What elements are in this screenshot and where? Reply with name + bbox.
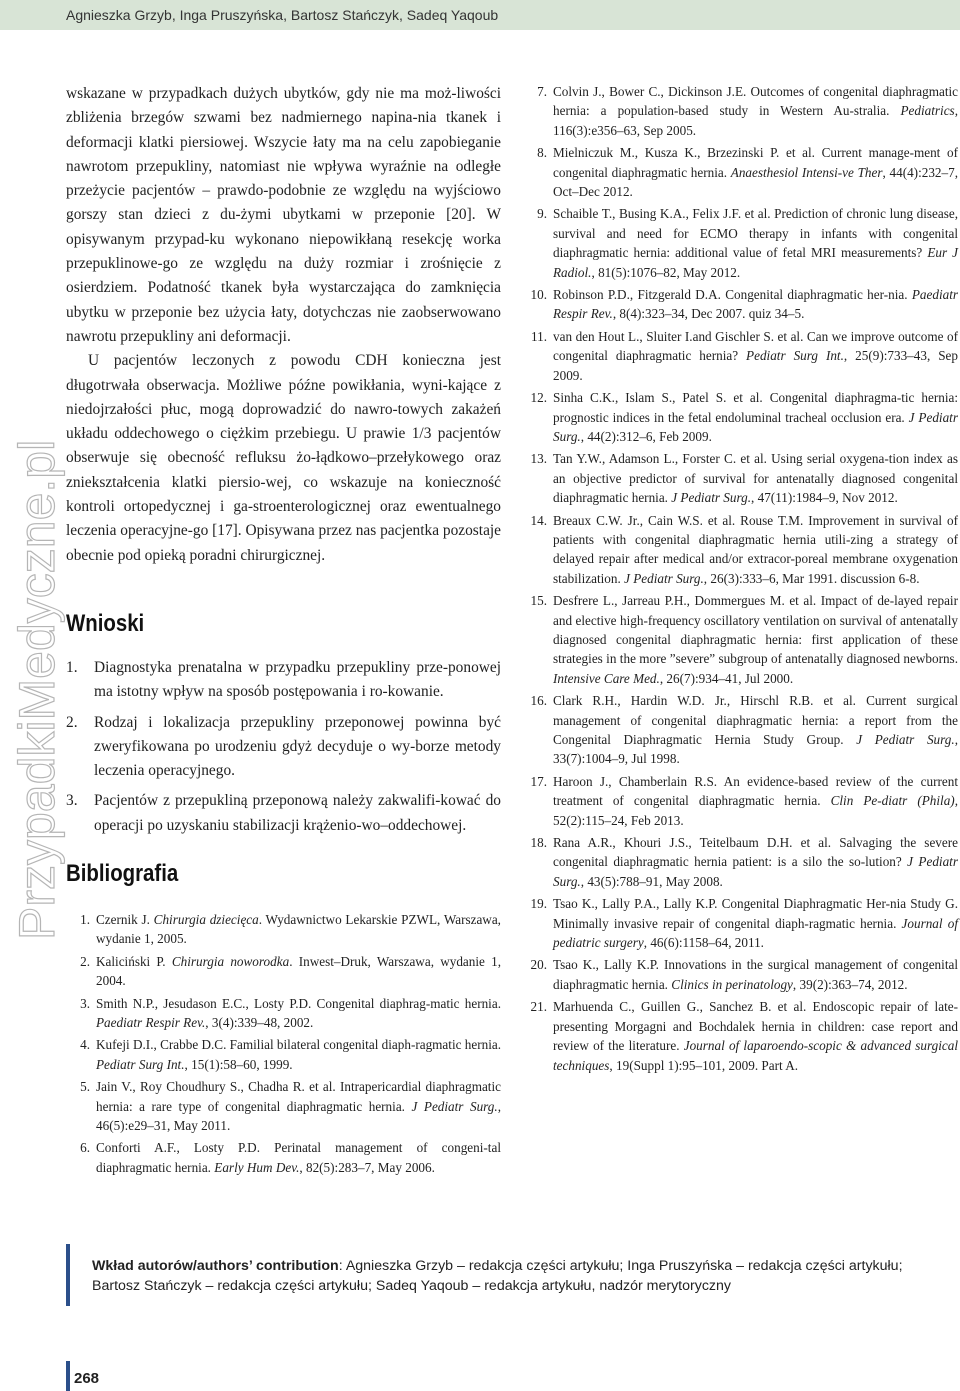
reference-list-left: [66, 910, 501, 1177]
contribution-text: Agnieszka Grzyb – redakcja części artykułu; Inga Pruszyńska – redakcja części artykułu; Bartosz Stańczyk – redakcja części artykułu; Sadeq Yaqoub – redakcja artykułu, nadzór merytoryczny: [92, 1258, 903, 1294]
author-contribution: Wkład autorów/authors’ contribution: Agnieszka Grzyb – redakcja części artykułu; Inga Pruszyńska – redakcja części artykułu; Bartosz Stańczyk – redakcja części artykułu; Sadeq Yaqoub – redakcja artykułu, nadzór merytoryczny: [92, 1258, 903, 1294]
reference-item: 16. Clark R.H., Hardin W.D. Jr., Hirschl R.B. et al. Current surgical management of congenital diaphragmatic hernia: a report from the Congenital Diaphragmatic Hernia Study Group. J Pediatr Surg., 33(7):1004–9, Jul 1998.: [530, 693, 958, 767]
reference-item: 15. Desfrere L., Jarreau P.H., Dommergues M. et al. Impact of de-layed repair and elective high-frequency oscillatory ventilation on survival of antenatally diagnosed congenital diaphragmatic hernia: first application of these strategies in the more ”severe” subgroup of antenatally diagnosed newborns. Intensive Care Med., 26(7):934–41, Jul 2000.: [530, 593, 958, 686]
reference-list-right: [523, 82, 958, 1075]
reference-item: 7. Colvin J., Bower C., Dickinson J.E. Outcomes of congenital diaphragmatic hernia: a population-based study in Western Au-stralia. Pediatrics, 116(3):e356–63, Sep 2005.: [537, 84, 958, 138]
header-authors: Agnieszka Grzyb, Inga Pruszyńska, Bartosz Stańczyk, Sadeq Yaqoub: [66, 7, 499, 23]
reference-item: 21. Marhuenda C., Guillen G., Sanchez B. et al. Endoscopic repair of late-presenting Morgagni and Bochdalek hernia in children: case report and review of the literature. Journal of laparoendo-scopic & advanced surgical techniques, 19(Suppl 1):95–101, 2009. Part A.: [530, 999, 958, 1073]
author-contribution-box: [66, 1244, 955, 1306]
conclusion-item: 3. Pacjentów z przepukliną przeponową należy zakwalifi-kować do operacji po uzyskaniu stabilizacji krążenio-wo–oddechowej.: [66, 792, 501, 834]
conclusion-item: 1. Diagnostyka prenatalna w przypadku przepukliny prze-ponowej ma istotny wpływ na sposób postępowania i ro-kowanie.: [66, 658, 501, 701]
conclusion-item: 2. Rodzaj i lokalizacja przepukliny przeponowej powinna być zweryfikowana po urodzeniu gdyż decyduje o wy-borze metody leczenia operacyjnego.: [66, 713, 501, 780]
running-header: [0, 0, 960, 30]
page-number: 268: [74, 1370, 100, 1387]
reference-item: 10. Robinson P.D., Fitzgerald D.A. Congenital diaphragmatic her-nia. Paediatr Respir Rev., 8(4):323–34, Dec 2007. quiz 34–5.: [530, 287, 958, 322]
right-column: [523, 82, 958, 1078]
contribution-label: Wkład autorów/authors’ contribution: [92, 1258, 339, 1274]
reference-item: 3. Smith N.P., Jesudason E.C., Losty P.D. Congenital diaphrag-matic hernia. Paediatr Respir Rev., 3(4):339–48, 2002.: [80, 995, 501, 1031]
body-paragraph-1: wskazane w przypadkach dużych ubytków, gdy nie ma moż-liwości zbliżenia brzegów szwami bez nadmiernego napina-nia tkanek i deformacji klatki piersiowej. Wszycie łaty ma na celu zapobieganie nawrotom przepukliny, natomiast nie wpływa wyraźnie na odległe przeżycie pacjentów – prawdo-podobnie ze względu na wyjściowo gorszy stan dzieci z du-żymi ubytkami w przeponie [20]. W opisywanym przypad-ku wykonano niepowikłaną resekcję worka przepuklinowe-go ze względu na duży rozmiar i zrośnięcie z osierdziem. Podatność tkanek była wystarczająca do zamknięcia ubytku w przeponie bez użycia łaty, dotychczas nie zaobserwowano nawrotu przepukliny ani deformacji.: [66, 85, 501, 345]
reference-item: 19. Tsao K., Lally P.A., Lally K.P. Congenital Diaphragmatic Her-nia Study G. Minimally invasive repair of congenital diaph-ragmatic hernia. Journal of pediatric surgery, 46(6):1158–64, 2011.: [530, 896, 958, 951]
body-paragraph-2: U pacjentów leczonych z powodu CDH konieczna jest długotrwała obserwacja. Możliwe późne powikłania, wyni-kające z niedojrzałości płuc, mogą doprowadzić do nawro-towych zakażeń układu oddechowego o ciężkim przebiegu. U prawie 1/3 pacjentów obserwuje się obecność refluksu żo-łądkowo–przełykowego oraz zniekształcenia klatki piersio-wej, co wskazuje na konieczność kontroli ortopedycznej i ga-stroenterologicznej oraz ewentualnego leczenia operacyjne-go [17]. Opisywana przez nas pacjentka pozostaje obecnie pod opieką poradni chirurgicznej.: [66, 352, 502, 564]
conclusions-list: [66, 656, 501, 838]
page-number-bar: [66, 1361, 70, 1391]
reference-item: 18. Rana A.R., Khouri J.S., Teitelbaum D.H. et al. Salvaging the severe congenital diaphragmatic hernia patient: is a silo the so-lution? J Pediatr Surg., 43(5):788–91, May 2008.: [530, 835, 958, 889]
reference-item: 5. Jain V., Roy Choudhury S., Chadha R. et al. Intrapericardial diaphragmatic hernia: a rare type of congenital diaphragmatic hernia. J Pediatr Surg., 46(5):e29–31, May 2011.: [80, 1079, 501, 1134]
bibliography-heading: Bibliografia: [66, 860, 179, 888]
left-column: [66, 82, 501, 1180]
reference-item: 20. Tsao K., Lally K.P. Innovations in the surgical management of congenital diaphragmatic hernia. Clinics in perinatology, 39(2):363–74, 2012.: [530, 957, 958, 992]
reference-item: 14. Breaux C.W. Jr., Cain W.S. et al. Rouse T.M. Improvement in survival of patients with congenital diaphragmatic hernia utili-zing a strategy of delayed repair after medical and/or extracor-poreal membrane oxygenation stabilization. J Pediatr Surg., 26(3):333–6, Mar 1991. discussion 6-8.: [530, 512, 958, 586]
reference-item: 11. van den Hout L., Sluiter I.and Gischler S. et al. Can we improve outcome of congenital diaphragmatic hernia? Pediatr Surg Int., 25(9):733–43, Sep 2009.: [531, 328, 958, 383]
watermark: PrzypadkiMedyczne.pl: [9, 439, 65, 940]
reference-item: 17. Haroon J., Chamberlain R.S. An evidence-based review of the current treatment of congenital diaphragmatic hernia. Clin Pe-diatr (Phila), 52(2):115–24, Feb 2013.: [530, 773, 958, 828]
reference-item: 8. Mielniczuk M., Kusza K., Brzezinski P. et al. Current manage-ment of congenital diaphragmatic hernia. Anaesthesiol Intensi-ve Ther, 44(4):232–7, Oct–Dec 2012.: [537, 145, 959, 200]
reference-item: 6. Conforti A.F., Losty P.D. Perinatal management of congeni-tal diaphragmatic hernia. Early Hum Dev., 82(5):283–7, May 2006.: [80, 1140, 501, 1175]
reference-item: 12. Sinha C.K., Islam S., Patel S. et al. Congenital diaphragma-tic hernia: prognostic indices in the fetal endoluminal tracheal occlusion era. J Pediatr Surg., 44(2):312–6, Feb 2009.: [530, 390, 958, 444]
reference-item: 1. Czernik J. Chirurgia dziecięca. Wydawnictwo Lekarskie PZWL, Warszawa, wydanie 1, 2005.: [80, 912, 501, 947]
reference-item: 9. Schaible T., Busing K.A., Felix J.F. et al. Prediction of chronic lung disease, survival and need for ECMO therapy in infants with congenital diaphragmatic hernia: additional value of fetal MRI measurements? Eur J Radiol., 81(5):1076–82, May 2012.: [537, 206, 958, 280]
reference-item: 4. Kufeji D.I., Crabbe D.C. Familial bilateral congenital diaph-ragmatic hernia. Pediatr Surg Int., 15(1):58–60, 1999.: [80, 1037, 502, 1072]
reference-item: 13. Tan Y.W., Adamson L., Forster C. et al. Using serial oxygena-tion index as an objective predictor of survival for antenatally diagnosed congenital diaphragmatic hernia. J Pediatr Surg., 47(11):1984–9, Nov 2012.: [530, 451, 958, 506]
conclusions-heading: Wnioski: [66, 609, 145, 637]
reference-item: 2. Kaliciński P. Chirurgia noworodka. Inwest–Druk, Warszawa, wydanie 1, 2004.: [80, 953, 501, 989]
